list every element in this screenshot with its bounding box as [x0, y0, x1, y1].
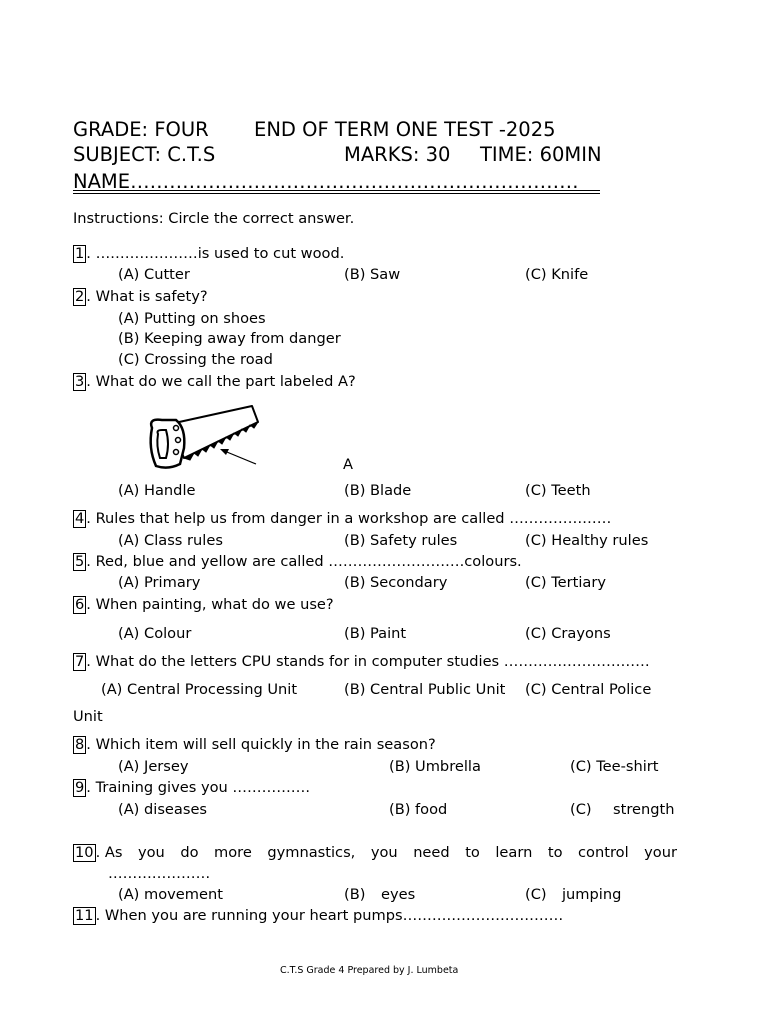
- option-b-letter: (B): [344, 886, 366, 903]
- question-text: . Training gives you …………….: [86, 779, 311, 796]
- question-number: 7: [75, 653, 85, 670]
- question-number: 5: [75, 553, 85, 570]
- name-field: NAME……………………………………………………………: [73, 170, 579, 193]
- question-text: . What do the letters CPU stands for in computer studies …………………………: [86, 653, 650, 670]
- question-word: to: [547, 844, 563, 861]
- question-text: . When painting, what do we use?: [86, 596, 334, 613]
- question-2: [73, 288, 208, 306]
- option-b: (B) Paint: [344, 625, 407, 642]
- instructions: Instructions: Circle the correct answer.: [73, 210, 355, 227]
- question-10-start: [73, 844, 122, 862]
- question-11: [73, 907, 563, 925]
- option-b: (B) Secondary: [344, 574, 448, 591]
- option-a: (A) Colour: [118, 625, 192, 642]
- question-number: 9: [75, 779, 85, 796]
- question-number: 4: [75, 510, 85, 527]
- option-b-text: eyes: [381, 886, 416, 903]
- option-a: (A) Putting on shoes: [118, 310, 266, 327]
- option-c: (C) Central Police: [525, 681, 652, 698]
- option-b: (B) Blade: [344, 482, 412, 499]
- option-c: (C) Teeth: [525, 482, 591, 499]
- question-10: [73, 844, 677, 862]
- option-a: (A) diseases: [118, 801, 208, 818]
- question-number: 6: [75, 596, 85, 613]
- option-b: (B) Safety rules: [344, 532, 458, 549]
- option-a: (A) movement: [118, 886, 223, 903]
- option-c-letter: (C): [570, 801, 592, 818]
- option-c-continuation: Unit: [73, 708, 103, 725]
- option-c-letter: (C): [525, 886, 547, 903]
- question-number: 1: [75, 245, 85, 262]
- test-title: END OF TERM ONE TEST -2025: [254, 118, 556, 141]
- question-1: [73, 245, 344, 263]
- question-word: need: [413, 844, 450, 861]
- question-6: [73, 596, 334, 614]
- question-8: [73, 736, 436, 754]
- page-footer: C.T.S Grade 4 Prepared by J. Lumbeta: [280, 965, 459, 976]
- question-word: gymnastics,: [267, 844, 356, 861]
- option-c: (C) Crossing the road: [118, 351, 273, 368]
- option-c: (C) Tertiary: [525, 574, 606, 591]
- option-b: (B) Saw: [344, 266, 401, 283]
- question-word: learn: [495, 844, 533, 861]
- name-underline: [73, 190, 600, 194]
- option-a: (A) Handle: [118, 482, 196, 499]
- option-c: (C) Crayons: [525, 625, 611, 642]
- question-text: . What do we call the part labeled A?: [86, 373, 356, 390]
- question-text: . Which item will sell quickly in the rain season?: [86, 736, 436, 753]
- option-c-text: strength: [613, 801, 675, 818]
- question-word: you: [370, 844, 398, 861]
- option-b: (B) Keeping away from danger: [118, 330, 341, 347]
- question-word: more: [214, 844, 252, 861]
- option-a: (A) Class rules: [118, 532, 223, 549]
- figure-label-a: A: [343, 456, 353, 473]
- marks-label: MARKS: 30: [344, 143, 451, 166]
- question-number: 10: [75, 844, 94, 861]
- question-4: [73, 510, 611, 528]
- time-label: TIME: 60MIN: [480, 143, 602, 166]
- question-number: 3: [75, 373, 85, 390]
- question-word: control: [578, 844, 629, 861]
- question-word: to: [465, 844, 480, 861]
- question-3: [73, 373, 356, 391]
- question-text: . When you are running your heart pumps……………………………: [95, 907, 564, 924]
- option-a: (A) Central Processing Unit: [101, 681, 298, 698]
- question-word: you: [137, 844, 165, 861]
- option-c-text: jumping: [562, 886, 622, 903]
- question-word: do: [180, 844, 199, 861]
- option-b: (B) Umbrella: [389, 758, 481, 775]
- question-number: 11: [75, 907, 94, 924]
- question-5: [73, 553, 522, 571]
- question-word: . As: [95, 844, 123, 861]
- question-10-continuation: …………………: [108, 865, 211, 882]
- option-c: (C) Tee-shirt: [570, 758, 659, 775]
- question-text: . Red, blue and yellow are called ……………………….colours.: [86, 553, 522, 570]
- option-a: (A) Primary: [118, 574, 201, 591]
- saw-icon: [140, 398, 270, 478]
- question-text: . What is safety?: [86, 288, 208, 305]
- option-a: (A) Jersey: [118, 758, 189, 775]
- option-a: (A) Cutter: [118, 266, 190, 283]
- question-number: 8: [75, 736, 85, 753]
- option-c: (C) Knife: [525, 266, 589, 283]
- question-text: . Rules that help us from danger in a workshop are called …………………: [86, 510, 612, 527]
- option-b: (B) Central Public Unit: [344, 681, 506, 698]
- option-b: (B) food: [389, 801, 448, 818]
- question-9: [73, 779, 310, 797]
- option-c: (C) Healthy rules: [525, 532, 649, 549]
- grade-label: GRADE: FOUR: [73, 118, 209, 141]
- subject-label: SUBJECT: C.T.S: [73, 143, 216, 166]
- question-word: your: [644, 844, 677, 861]
- question-text: . …………………is used to cut wood.: [86, 245, 345, 262]
- question-number: 2: [75, 288, 85, 305]
- question-7: [73, 653, 650, 671]
